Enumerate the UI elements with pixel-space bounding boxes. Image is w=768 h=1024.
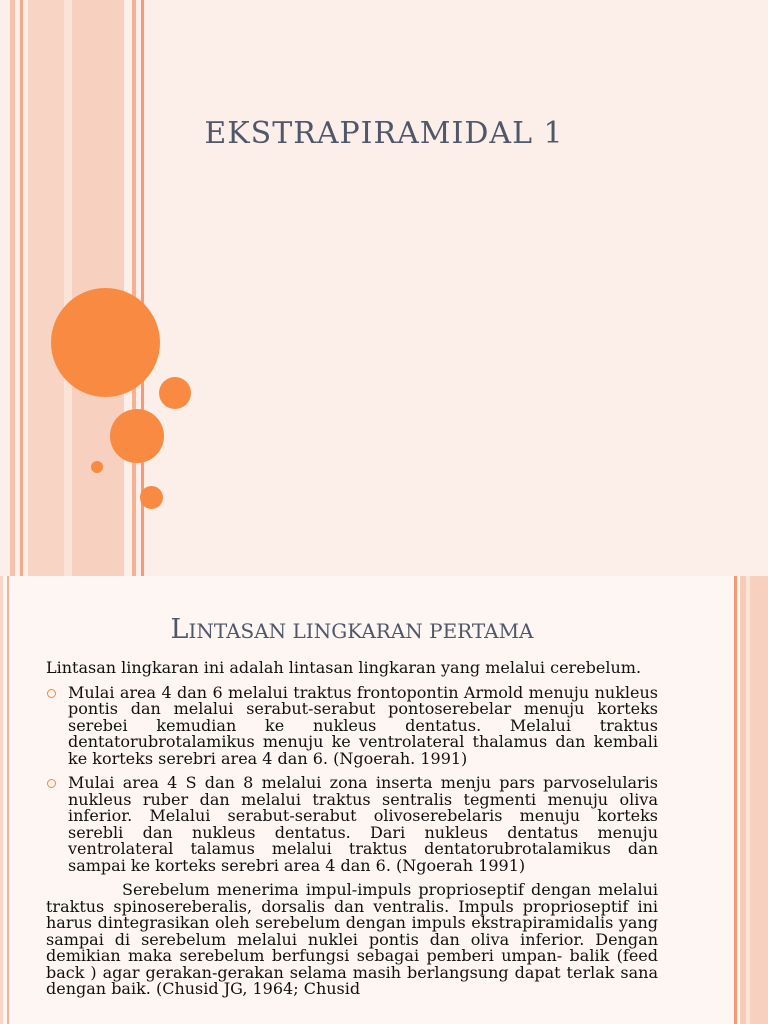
title-initial: L <box>170 614 189 645</box>
slide-body <box>46 660 658 998</box>
decor-stripe-left <box>7 576 9 1024</box>
decor-circle-small <box>140 486 163 509</box>
decor-stripe <box>132 0 136 576</box>
decor-stripe <box>20 0 23 576</box>
body-paragraph: Serebelum menerima impul-impuls proprioseptif dengan melalui traktus spinosereberalis, dorsalis dan ventralis. Impuls proprioseptif ini harus dintegrasikan oleh serebelum dengan impuls ekstrapiramidalis yang sampai di serebelum melalui nuklei pontis dan oliva inferior. Dengan demikian maka serebelum berfungsi sebagai pemberi umpan- balik (feed back ) agar gerakan-gerakan selama masih berlangsung dapat terlak sana dengan baik. (Chusid JG, 1964; Chusid <box>46 880 658 998</box>
bullet-text: Mulai area 4 S dan 8 melalui zona inserta menju pars parvoselularis nukleus ruber dan melalui traktus sentralis tegmenti menuju oliva inferior. Melalui serabut-serabut olivoserebelaris menuju korteks serebli dan nukleus dentatus. Dari nukleus dentatus menuju ventrolateral talamus melalui traktus dentatorubrotalamikus dan sampai ke korteks serebri area 4 dan 6. (Ngoerah 1991) <box>68 773 658 875</box>
decor-stripe-right <box>750 576 768 1024</box>
bullet-circle-icon <box>47 689 56 698</box>
slide-title: EKSTRAPIRAMIDAL 1 <box>204 116 564 151</box>
intro-text: Lintasan lingkaran ini adalah lintasan lingkaran yang melalui cerebelum. <box>46 658 642 677</box>
decor-stripe-right <box>734 576 737 1024</box>
slide-title <box>46 614 658 645</box>
list-item <box>46 682 658 768</box>
decor-stripe <box>64 0 72 576</box>
decor-circle-small <box>159 377 191 409</box>
decor-stripe <box>28 0 64 576</box>
list-item <box>46 775 658 874</box>
decor-circle-tiny <box>91 461 103 473</box>
title-rest: INTASAN LINGKARAN PERTAMA <box>188 619 534 643</box>
decor-circle-medium <box>110 409 164 463</box>
bullet-circle-icon <box>47 779 56 788</box>
decor-stripe <box>10 0 15 576</box>
content-slide <box>0 576 768 1024</box>
decor-stripe-left <box>0 576 3 1024</box>
decor-circle-large <box>51 288 160 397</box>
bullet-text: Mulai area 4 dan 6 melalui traktus frontopontin Armold menuju nukleus pontis dan melalui serabut-serabut pontoserebelar menuju korteks serebei kemudian ke nukleus dentatus. Melalui traktus dentatorubrotalamikus menuju ke ventrolateral thalamus dan kembali ke korteks serebri area 4 dan 6. (Ngoerah. 1991) <box>68 682 658 768</box>
